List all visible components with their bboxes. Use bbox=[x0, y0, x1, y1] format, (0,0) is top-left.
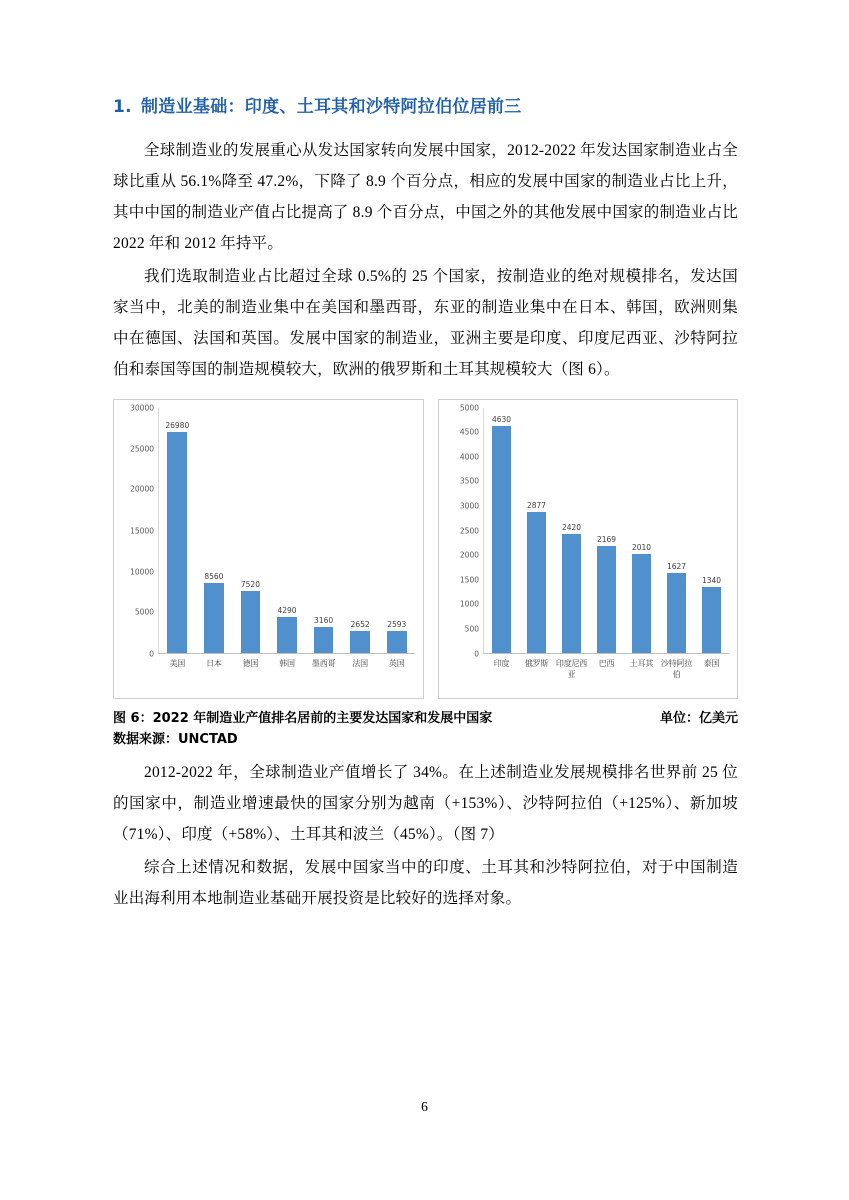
y-tick: 2000 bbox=[459, 550, 479, 560]
bar-value-label: 8560 bbox=[204, 571, 224, 581]
chart-right-bars bbox=[484, 408, 729, 653]
bar-item bbox=[659, 408, 694, 653]
bar bbox=[167, 432, 187, 652]
bar-item bbox=[342, 408, 379, 653]
bar bbox=[350, 631, 370, 653]
figure-caption-text: 图 6：2022 年制造业产值排名居前的主要发达国家和发展中国家 bbox=[113, 710, 493, 726]
bar-value-label: 2010 bbox=[631, 543, 652, 553]
bar-item bbox=[519, 408, 554, 653]
bar-item bbox=[196, 408, 233, 653]
chart-left-x-labels bbox=[159, 654, 415, 669]
x-tick-label: 墨西哥 bbox=[311, 658, 336, 668]
y-tick: 500 bbox=[464, 624, 479, 634]
x-tick-label: 土耳其 bbox=[629, 658, 654, 668]
figure-source: 数据来源：UNCTAD bbox=[113, 731, 238, 747]
page-title bbox=[113, 95, 738, 121]
y-tick: 3500 bbox=[459, 476, 479, 486]
bar bbox=[277, 617, 297, 652]
x-tick-label: 印度 bbox=[493, 658, 510, 668]
y-tick: 30000 bbox=[130, 403, 154, 412]
bar-value-label: 2169 bbox=[596, 535, 617, 545]
bar-value-label: 3160 bbox=[314, 615, 334, 625]
chart-right-x-labels bbox=[484, 654, 729, 680]
x-tick-label: 巴西 bbox=[598, 658, 615, 668]
chart-developing-countries bbox=[438, 399, 738, 699]
bar-value-label: 2593 bbox=[387, 620, 407, 630]
bar-item bbox=[694, 408, 729, 653]
y-tick: 2500 bbox=[459, 526, 479, 535]
bar bbox=[562, 534, 581, 653]
bar-item bbox=[484, 408, 519, 653]
bar bbox=[632, 554, 651, 652]
bar-item bbox=[232, 408, 269, 653]
chart-left-y-axis bbox=[118, 403, 158, 658]
bar-value-label: 1340 bbox=[701, 575, 722, 585]
bar bbox=[597, 546, 616, 652]
x-tick-label: 泰国 bbox=[703, 658, 720, 668]
figure-caption bbox=[113, 707, 738, 726]
paragraph-1: 全球制造业的发展重心从发达国家转向发展中国家，2012-2022 年发达国家制造业占全球比重从 56.1%降至 47.2%，下降了 8.9 个百分点，相应的发展中国家的制造业占比上升，其中中国的制造业产值占比提高了 8.9 个百分点，中国之外的其他发展中国家的制造业占比 2022 年和 2012 年持平。 bbox=[113, 141, 738, 252]
paragraph-2: 我们选取制造业占比超过全球 0.5%的 25 个国家，按制造业的绝对规模排名，发达国家当中，北美的制造业集中在美国和墨西哥，东亚的制造业集中在日本、韩国，欧洲则集中在德国、法国和英国。发展中国家的制造业，亚洲主要是印度、印度尼西亚、沙特阿拉伯和泰国等国的制造规模较大，欧洲的俄罗斯和土耳其规模较大（图 6）。 bbox=[113, 267, 738, 378]
chart-left-plot bbox=[118, 403, 417, 658]
x-tick-label: 法国 bbox=[352, 658, 368, 668]
figure-charts bbox=[113, 399, 738, 699]
bar bbox=[702, 587, 721, 653]
bar bbox=[241, 591, 261, 652]
chart-right-y-axis bbox=[443, 403, 483, 658]
y-tick: 20000 bbox=[130, 484, 154, 494]
y-tick: 1500 bbox=[459, 575, 479, 585]
figure-unit: 单位：亿美元 bbox=[659, 710, 738, 726]
y-tick: 0 bbox=[149, 649, 154, 658]
y-tick: 5000 bbox=[459, 403, 479, 412]
bar bbox=[492, 426, 511, 653]
paragraph-4: 综合上述情况和数据，发展中国家当中的印度、土耳其和沙特阿拉伯，对于中国制造业出海利用本地制造业基础开展投资是比较好的选择对象。 bbox=[113, 858, 738, 907]
bar bbox=[527, 512, 546, 653]
y-tick: 25000 bbox=[130, 444, 154, 453]
chart-developed-countries bbox=[113, 399, 424, 699]
bar-item bbox=[159, 408, 196, 653]
y-tick: 10000 bbox=[130, 567, 154, 576]
y-tick: 3000 bbox=[459, 501, 479, 511]
section-title-text: 制造业基础：印度、土耳其和沙特阿拉伯位居前三 bbox=[141, 97, 522, 117]
bar-item bbox=[589, 408, 624, 653]
x-tick-label: 英国 bbox=[388, 658, 405, 668]
bar-item bbox=[305, 408, 342, 653]
page-content bbox=[113, 95, 738, 916]
bar bbox=[387, 631, 407, 652]
page-number: 6 bbox=[421, 1099, 428, 1114]
bar-item bbox=[378, 408, 415, 653]
x-tick-label: 德国 bbox=[242, 658, 259, 668]
x-tick-label: 沙特阿拉伯 bbox=[660, 658, 693, 679]
bar bbox=[667, 573, 686, 653]
y-tick: 15000 bbox=[130, 526, 154, 535]
x-tick-label: 俄罗斯 bbox=[524, 658, 549, 668]
chart-left-bars bbox=[159, 408, 415, 653]
bar-item bbox=[554, 408, 589, 653]
bar-value-label: 4630 bbox=[491, 414, 512, 424]
x-tick-label: 日本 bbox=[206, 658, 222, 668]
y-tick: 1000 bbox=[459, 599, 479, 609]
y-tick: 5000 bbox=[134, 607, 154, 617]
bar bbox=[314, 627, 334, 653]
x-tick-label: 美国 bbox=[169, 658, 186, 668]
section-number: 1. bbox=[113, 97, 132, 117]
bar-value-label: 1627 bbox=[666, 561, 687, 571]
bar-value-label: 26980 bbox=[165, 421, 190, 431]
bar-value-label: 2420 bbox=[561, 522, 582, 532]
y-tick: 4500 bbox=[459, 427, 479, 437]
bar-item bbox=[624, 408, 659, 653]
bar-value-label: 2652 bbox=[350, 619, 370, 629]
bar bbox=[204, 583, 224, 653]
x-tick-label: 韩国 bbox=[279, 658, 295, 668]
chart-right-plot bbox=[443, 403, 731, 658]
bar-value-label: 2877 bbox=[526, 500, 547, 510]
y-tick: 4000 bbox=[459, 452, 479, 462]
bar-item bbox=[269, 408, 306, 653]
y-tick: 0 bbox=[474, 649, 479, 658]
paragraph-3: 2012-2022 年，全球制造业产值增长了 34%。在上述制造业发展规模排名世界前 25 位的国家中，制造业增速最快的国家分别为越南（+153%）、沙特阿拉伯（+125%）、新加坡（71%）、印度（+58%）、土耳其和波兰（45%）。（图 7） bbox=[113, 763, 738, 843]
bar-value-label: 7520 bbox=[240, 580, 260, 590]
bar-value-label: 4290 bbox=[277, 606, 297, 616]
x-tick-label: 印度尼西亚 bbox=[555, 658, 588, 679]
